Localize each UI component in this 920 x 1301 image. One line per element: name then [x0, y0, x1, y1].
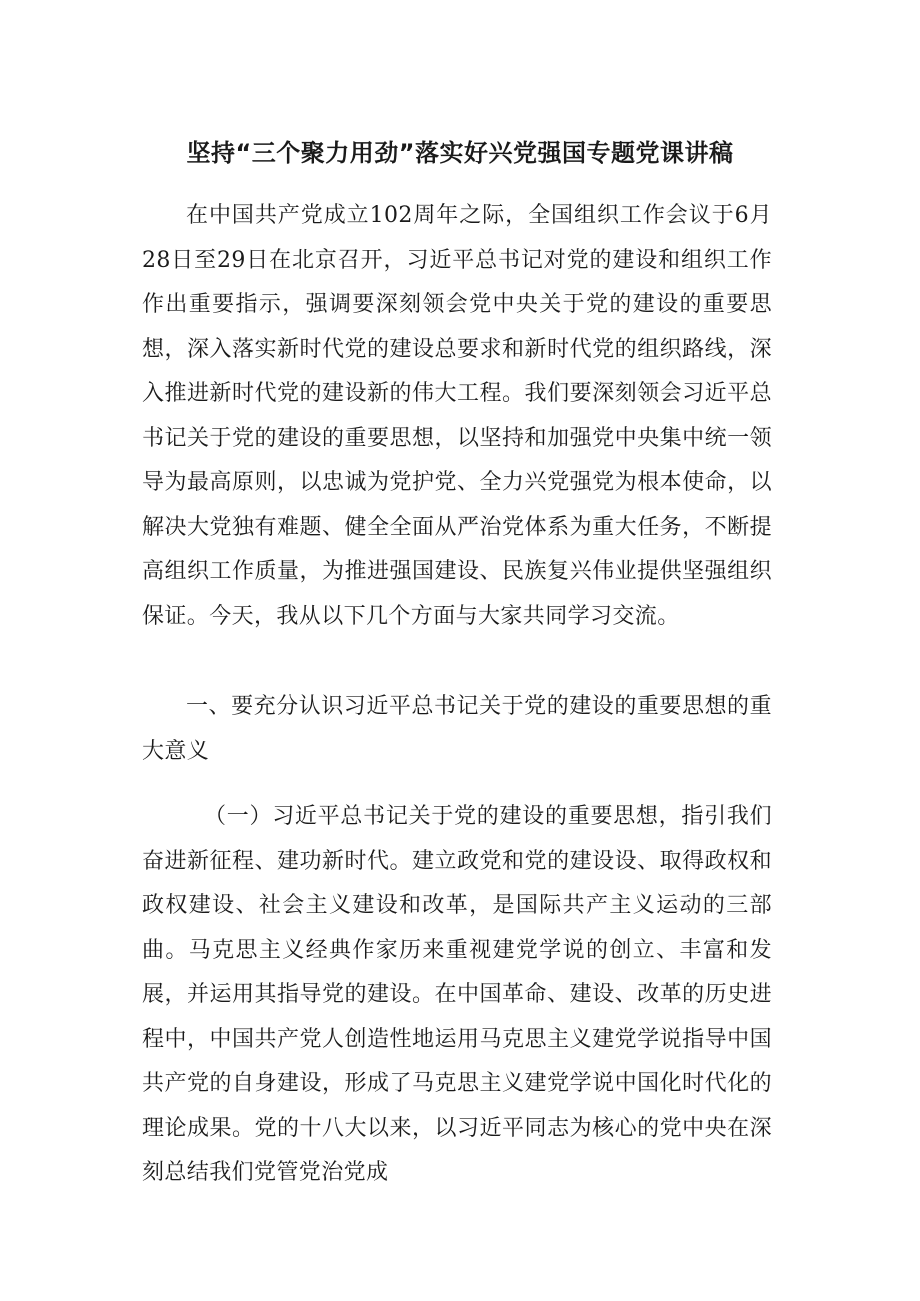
- intro-paragraph: 在中国共产党成立102周年之际，全国组织工作会议于6月28日至29日在北京召开，习近平总书记对党的建设和组织工作作出重要指示，强调要深刻领会党中央关于党的建设的重要思想，深入落实新时代党的建设总要求和新时代党的组织路线，深入推进新时代党的建设新的伟大工程。我们要深刻领会习近平总书记关于党的建设的重要思想，以坚持和加强党中央集中统一领导为最高原则，以忠诚为党护党、全力兴党强党为根本使命，以解决大党独有难题、健全全面从严治党体系为重大任务，不断提高组织工作质量，为推进强国建设、民族复兴伟业提供坚强组织保证。今天，我从以下几个方面与大家共同学习交流。: [142, 203, 772, 629]
- subsection-paragraph: （一）习近平总书记关于党的建设的重要思想，指引我们奋进新征程、建功新时代。建立政党和党的建设设、取得政权和政权建设、社会主义建设和改革，是国际共产主义运动的三部曲。马克思主义经典作家历来重视建党学说的创立、丰富和发展，并运用其指导党的建设。在中国革命、建设、改革的历史进程中，中国共产党人创造性地运用马克思主义建党学说指导中国共产党的自身建设，形成了马克思主义建党学说中国化时代化的理论成果。党的十八大以来，以习近平同志为核心的党中央在深刻总结我们党管党治党成: [142, 804, 772, 1185]
- section-heading: 一、要充分认识习近平总书记关于党的建设的重要思想的重大意义: [142, 694, 772, 764]
- document-title: 坚持“三个聚力用劲”落实好兴党强国专题党课讲稿: [186, 139, 734, 167]
